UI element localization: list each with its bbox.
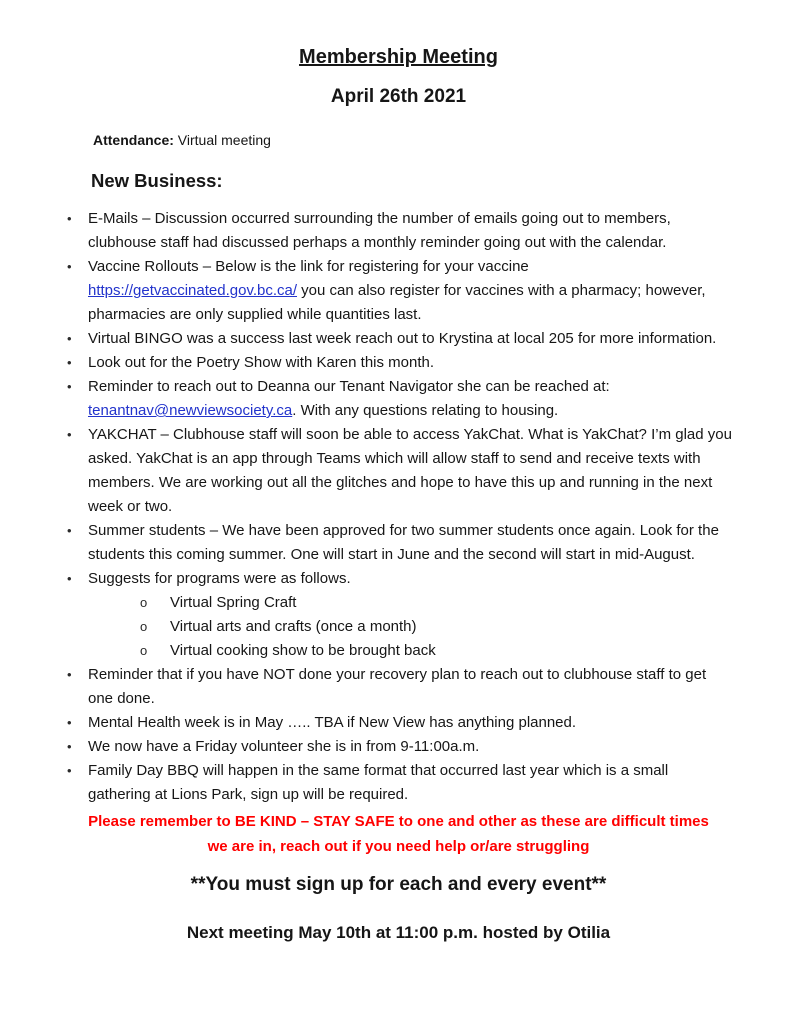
sub-list-item-arts-and-crafts — [170, 615, 733, 639]
attendance-value: Virtual meeting — [177, 132, 271, 148]
list-item-tenant-navigator — [88, 375, 733, 423]
sub-list-item-text: Virtual arts and crafts (once a month) — [170, 618, 417, 635]
attendance-label: Attendance: — [93, 132, 174, 148]
list-item-text: Summer students – We have been approved for two summer students once again. Look for the students this coming summer. One will start in June and the second will start in mid-August. — [88, 522, 719, 563]
list-item-summer-students — [88, 519, 733, 567]
next-meeting-line: Next meeting May 10th at 11:00 p.m. hosted by Otilia — [186, 923, 611, 942]
sub-list-item-cooking-show — [170, 639, 733, 663]
new-business-list — [64, 207, 733, 807]
program-suggestions-sublist — [88, 591, 733, 663]
list-item-text: you can also register for vaccines with a pharmacy; however, pharmacies are only supplied while quantities last. — [88, 282, 706, 323]
list-item-family-day-bbq — [88, 759, 733, 807]
list-item-text: Look out for the Poetry Show with Karen this month. — [88, 354, 435, 371]
list-item-text: Suggests for programs were as follows. — [88, 570, 351, 587]
signup-required-notice: **You must sign up for each and every event** — [190, 874, 607, 895]
sub-list-item-spring-craft — [170, 591, 733, 615]
list-item-emails — [88, 207, 733, 255]
list-item-friday-volunteer — [88, 735, 733, 759]
sub-list-item-text: Virtual Spring Craft — [170, 594, 297, 611]
sub-list-item-text: Virtual cooking show to be brought back — [170, 642, 436, 659]
tenant-navigator-email-link[interactable]: tenantnav@newviewsociety.ca — [88, 402, 293, 419]
list-item-text: E-Mails – Discussion occurred surrounding the number of emails going out to members, clubhouse staff had discussed perhaps a monthly reminder going out with the calendar. — [88, 210, 671, 251]
list-item-text: We now have a Friday volunteer she is in from 9-11:00a.m. — [88, 738, 480, 755]
list-item-text: Mental Health week is in May ….. TBA if New View has anything planned. — [88, 714, 577, 731]
attendance-line — [93, 132, 733, 148]
list-item-virtual-bingo — [88, 327, 733, 351]
list-item-yakchat — [88, 423, 733, 519]
list-item-text: Vaccine Rollouts – Below is the link for registering for your vaccine — [88, 258, 529, 275]
vaccine-registration-link[interactable]: https://getvaccinated.gov.bc.ca/ — [88, 282, 298, 299]
be-kind-stay-safe-notice: Please remember to BE KIND – STAY SAFE to one and other as these are difficult times we are in, reach out if you need help or/are struggling — [88, 813, 709, 855]
list-item-text: Reminder that if you have NOT done your recovery plan to reach out to clubhouse staff to get one done. — [88, 666, 707, 707]
list-item-text: YAKCHAT – Clubhouse staff will soon be able to access YakChat. What is YakChat? I’m glad you asked. YakChat is an app through Teams which will allow staff to send and receive texts with members. We are working out all the glitches and hope to have this up and running in the next week or two. — [88, 426, 732, 515]
page-title: Membership Meeting — [299, 46, 498, 68]
list-item-text: Reminder to reach out to Deanna our Tenant Navigator she can be reached at: — [88, 378, 610, 395]
list-item-poetry-show — [88, 351, 733, 375]
list-item-program-suggestions — [88, 567, 733, 663]
list-item-text: Family Day BBQ will happen in the same format that occurred last year which is a small gathering at Lions Park, sign up will be required. — [88, 762, 669, 803]
list-item-text: Virtual BINGO was a success last week reach out to Krystina at local 205 for more information. — [88, 330, 717, 347]
section-heading-new-business: New Business: — [91, 170, 223, 191]
list-item-recovery-plan — [88, 663, 733, 711]
list-item-vaccine-rollouts — [88, 255, 733, 327]
list-item-text: . With any questions relating to housing. — [292, 402, 559, 419]
meeting-date: April 26th 2021 — [330, 86, 467, 107]
list-item-mental-health-week — [88, 711, 733, 735]
